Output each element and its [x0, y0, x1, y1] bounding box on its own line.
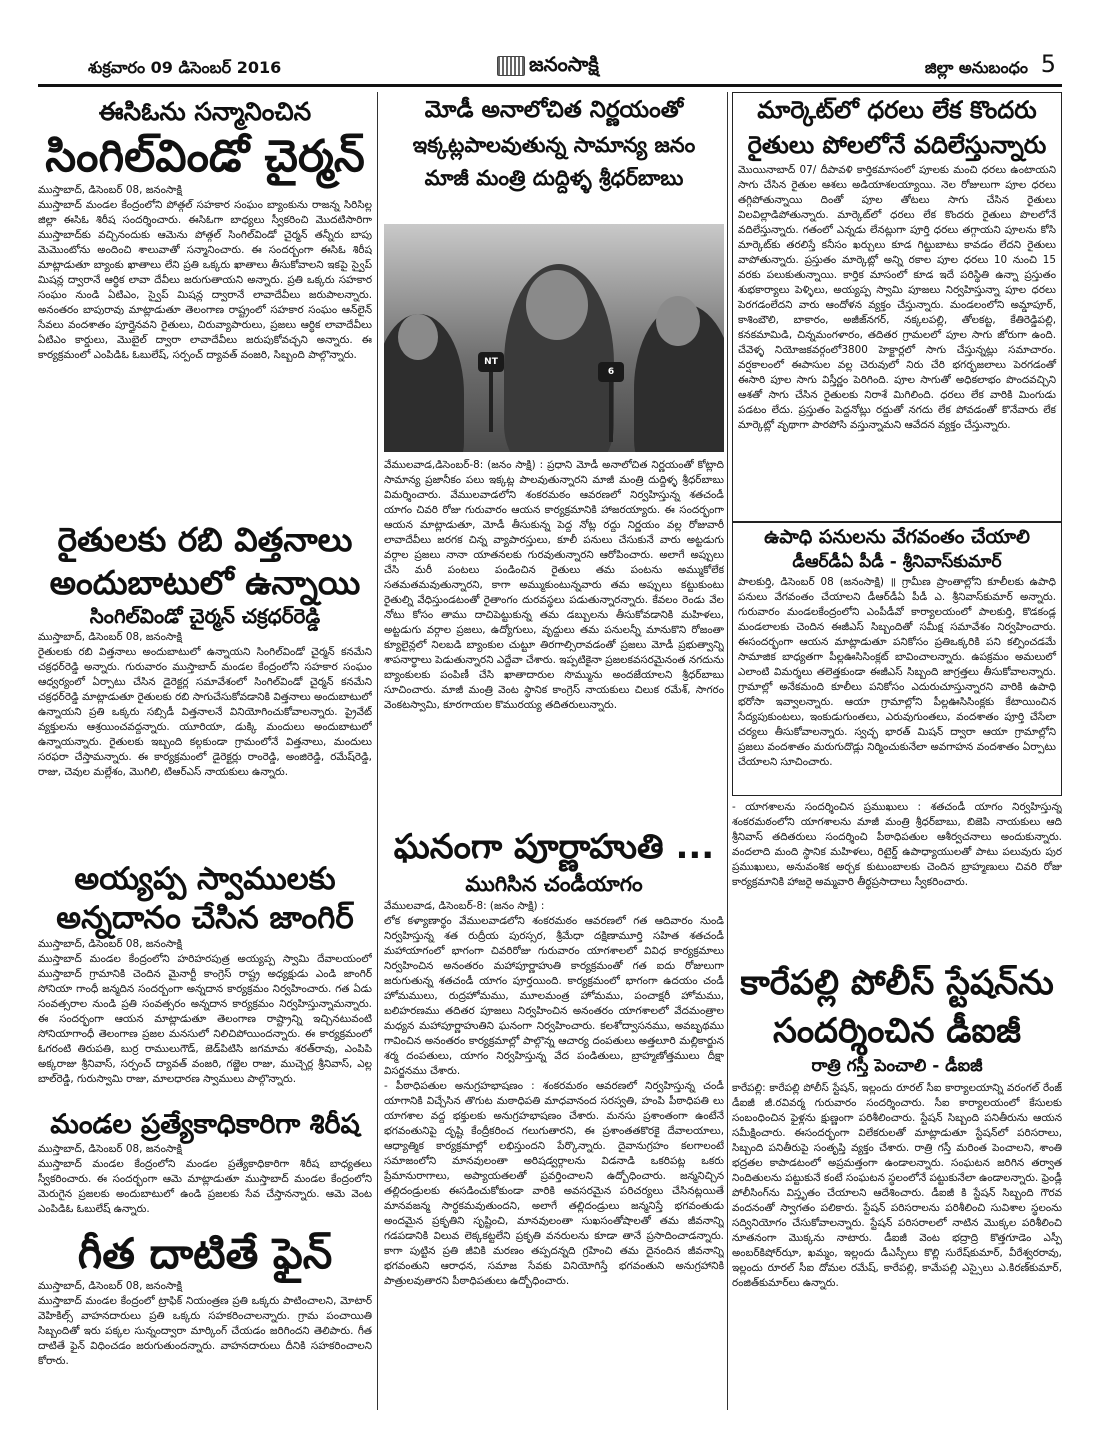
headline-main: గీత దాటితే ఫైన్ — [77, 1230, 333, 1278]
headline: అందుబాటులో ఉన్నాయి — [49, 562, 361, 602]
masthead-rule — [38, 84, 1062, 87]
section-name: జిల్లా అనుబంధం — [924, 58, 1028, 77]
photo-mic-label: NT — [478, 352, 504, 372]
subheadline: ముగిసిన చండీయాగం — [465, 872, 643, 897]
subheadline: రాత్రి గస్తీ పెంచాలి - డీఐజీ — [811, 1056, 983, 1077]
article-flower-prices — [732, 92, 1062, 522]
headline: రైతులకు రబి విత్తనాలు — [57, 522, 353, 559]
article-body: ప్రధాని మోడీ అనాలోచిత నిర్ణయంతో కోట్లాది సామాన్య ప్రజానీకం పలు ఇక్కట్ల పాలవుతున్నారని మాజీ మంత్రి దుద్దిళ్ళ శ్రీధర్‌బాబు విమర్శించారు. వేములవాడలోని శంకరమఠం ఆవరణలో నిర్వహిస్తున్న శతచండీ యాగం చివరి రోజు గురువారం ఆయన కార్యక్రమానికి హాజరయ్యారు. ఈ సందర్భంగా ఆయన మాట్లాడుతూ, మోడీ తీసుకున్న పెద్ద నోట్ల రద్దు నిర్ణయం వల్ల రోజువారీ లావాదేవీలు జరగక చిన్న వ్యాపారస్తులు, కూలీ పనులు చేసుకునే వారు అట్టడుగు వర్గాల ప్రజలు నానా యాతనలకు గురవుతున్నారని ఆరోపించారు. అలాగే అప్పులు చేసి మరీ పంటలు పండించిన రైతులు తమ పంటను అమ్ముకోలేక సతమతమవుతున్నారని, కాగా అమ్ముకుంటున్నవారు తమ అప్పులు కట్టుకుంటు రైతుల్ని వేధిస్తుండటంతో రైతాంగం దురవస్థలు పడుతున్నారన్నారు. కేవలం రెండు వేల నోటు కోసం తాము దాచిపెట్టుకున్న తమ డబ్బులను తీసుకోవడానికి మహిళలు, అట్టడుగు వర్గాల ప్రజలు, ఉద్యోగులు, వృద్దులు తమ పనులన్నీ మానుకొని రోజంతా క్యూలైన్లలో నిలబడి బ్యాంకుల చుట్టూ తిరగాల్సిరావడంతో ప్రజలు మోడీ ప్రభుత్వాన్ని శాపనార్థాలు పెడుతున్నారని ఎద్దేవా చేశారు. ఇప్పటికైనా ప్రజలకవసరమైనంత నగదును బ్యాంకులకు పంపిణీ చేసి ఖాతాదారుల సొమ్మును అందజేయాలని శ్రీధర్‌బాబు సూచించారు. మాజీ మంత్రి వెంట స్థానిక కాంగ్రెస్ నాయకులు చిలుక రమేశ్, సాగరం వెంకటస్వామి, కూరగాయల కొమురయ్య తదితరులున్నారు. — [384, 459, 724, 711]
dateline: ముస్తాబాద్, డిసెంబర్ 08, జనంసాక్షి — [38, 1280, 183, 1293]
headline: మాజీ మంత్రి దుద్దిళ్ళ శ్రీధర్‌బాబు — [424, 166, 684, 191]
headline: మోడీ అనాలోచిత నిర్ణయంతో — [424, 97, 684, 123]
dateline: ముస్తాబాద్, డిసెంబర్ 08, జనంసాక్షి — [38, 938, 183, 951]
subheadline: సింగిల్‌విండో చైర్మన్ చక్రధర్‌రెడ్డి — [89, 603, 321, 628]
newspaper-logo — [497, 52, 599, 81]
article-yagashala-visit — [732, 800, 1062, 952]
article-modi-decision-head — [384, 94, 724, 224]
dateline: ముస్తాబాద్, డిసెంబర్ 08, జనంసాక్షి — [38, 184, 183, 197]
page-number: 5 — [1040, 50, 1056, 78]
article-annadanam — [38, 862, 372, 1112]
article-body: లోక కళ్యాణార్థం వేములవాడలోని శంకరమఠం ఆవరణలో గత ఆదివారం నుండి నిర్వహిస్తున్న శత రుద్రీయ పురస్సర, శ్రీమేధా దక్షిణామూర్తి సహిత శతచండీ మహాయాగంలో భాగంగా చివరిరోజు గురువారం యాగశాలలో వివిధ కార్యక్రమాలు నిర్వహించిన అనంతరం మహాపూర్ణాహుతి కార్యక్రమంతో గత ఐదు రోజులుగా జరుగుతున్న శతచండీ యాగం పూర్తయింది. కార్యక్రమంలో భాగంగా ఉదయం చండీ హోమములు, రుద్రహోమము, మూలమంత్ర హోమము, పంచాక్షరీ హోమము, బలిహరణము తదితర పూజలు నిర్వహించిన అనంతరం యాగశాలలో వేదమంత్రాల మధ్యన మహాపూర్ణాహుతిని ఘనంగా నిర్వహించారు. కలశోద్వాసనము, అవబృథము గావించిన అనంతరం కార్యక్రమాల్లో పాల్గొన్న ఆచార్య దంపతులు అత్తలూరి మల్లికార్జున శర్మ దంపతులు, యాగం నిర్వహిస్తున్న వేద పండితులు, బ్రాహ్మణోత్తములు దీక్షా విసర్జనము చేశారు. - పీఠాధిపతుల అనుగ్రహభాషణం : శంకరమఠం ఆవరణలో నిర్వహిస్తున్న చండీ యాగానికి విచ్చేసిన తొగుట మఠాధిపతి మాధవానంద సరస్వతి, హంపి పీఠాధిపతి లు యాగశాల వద్ద భక్తులకు అనుగ్రహభాషణం చేశారు. మనసు ప్రశాంతంగా ఉంటేనే భగవంతునిపై దృష్టి కేంద్రీకరించ గలుగుతారని, ఈ ప్రశాంతతకొరకై దేవాలయాలు, ఆధ్యాత్మిక కార్యక్రమాల్లో లభిస్తుందని పేర్కొన్నారు. దైవానుగ్రహం కలగాలంటే సమాజంలోని మానవులంతా అరిషడ్వర్గాలను విడనాడి ఒకరిపట్ల ఒకరు ప్రేమానురాగాలు, అప్యాయతలతో ప్రవర్తించాలని ఉద్బోధించారు. జన్మనిచ్చిన తల్లిదండ్రులకు ఈసడించుకోకుండా వారికి అవసరమైన పరిచర్యలు చేసినట్లయితే మానవజన్మ సార్థకమవుతుందని, అలాగే తల్లిదండ్రులు జన్మనిస్తే భగవంతుడు అందమైన ప్రకృతిని సృష్టించి, మానవులంతా సుఖసంతోషాలతో తమ జీవనాన్ని గడపడానికి విలువ లెక్కకట్టలేని ప్రకృతి వనరులను కూడా తానే ప్రసాదించాడన్నారు. కాగా పుట్టిన ప్రతి జీవికి మరణం తప్పదన్నది గ్రహించి తమ దైనందిన జీవనాన్ని భగవంతుని ఆరాధన, సమాజ సేవకు వినియోగిస్తే భగవంతుని అనుగ్రహానికి పాత్రులవుతారని పీఠాధిపతులు ఉద్బోధించారు. — [384, 915, 724, 1288]
article-body: పాలకుర్తి, డిసెంబర్ 08 (జనంసాక్షి) ॥ గ్రామీణ ప్రాంతాల్లోని కూలీలకు ఉపాధి పనులు వేగవంతం చేయాలని డీఆర్‌డీఏ పీడీ ఎ. శ్రీనివాస్‌కుమార్ అన్నారు. గురువారం మండలకేంద్రంలోని ఎంపీడీవో కార్యాలయంలో పాలకుర్తి, కొడకండ్ల మండలాలకు చెందిన ఈజీఎస్ సిబ్బందితో సమీక్ష సమావేశం నిర్వహించారు. ఈసందర్భంగా ఆయన మాట్లాడుతూ పనికోసం ప్రతిఒక్కరికి పని కల్పించడమే సామాజిక బాధ్యతగా పీల్లఊసిసింక్లట్ బావించాలన్నారు. ఉపక్రమం అమలులో ఎలాంటి విమర్శలు తలెత్తకుండా ఈజీఎస్ సిబ్బంది జాగ్రత్తలు తీసుకోవాలన్నారు. గ్రామాల్లో అనేకమంది కూలీలు పనికోసం ఎదురుచూస్తున్నారని వారికి ఉపాధి భరోసా ఇవ్వాలన్నారు. ఆయా గ్రామాల్లోని పీల్లఊసిసింక్లకు కేటాయించిన సేద్యపుకుంటలు, ఇంకుడుగుంతలు, ఎరువుగుంతలు, వందశాతం పూర్తి చేసేలా చర్యలు తీసుకోవాలన్నారు. స్వచ్ఛ భారత్ మిషన్ ద్వారా ఆయా గ్రామాల్లోని ప్రజలు వందశాతం మరుగుదొడ్లు నిర్మించుకునేలా అవగాహన వందశాతం ఏర్పాటు చేయాలని సూచించారు. — [738, 575, 1056, 768]
photo-face — [526, 270, 588, 340]
logo-text: జనంసాక్షి — [529, 52, 599, 76]
headline: రైతులు పోలలోనే వదిలేస్తున్నారు — [747, 130, 1047, 159]
article-body: - యాగశాలను సందర్శించిన ప్రముఖులు : శతచండీ యాగం నిర్వహిస్తున్న శంకరమఠంలోని యాగశాలను మాజీ మంత్రి శ్రీధర్‌బాబు, బిజెపి నాయకులు ఆది శ్రీనివాస్ తదితరులు సందర్శించి పీఠాధిపతుల ఆశీర్వచనాలు అందుకున్నారు. వందలాది మంది స్థానిక మహిళలు, రిటైర్డ్ ఉపాధ్యాయులతో పాటు పలువురు పుర ప్రముఖులు, అనువంశిక అర్చక కుటుంబాలకు చెందిన బ్రాహ్మణులు చివరి రోజు కార్యక్రమానికి హాజరై అమ్మవారి తీర్థప్రసాదాలు స్వీకరించారు. — [732, 801, 1062, 888]
article-special-officer — [38, 1110, 372, 1232]
article-body: రైతులకు రబి విత్తనాలు అందుబాటులో ఉన్నాయని సింగిల్‌విండో చైర్మన్ కనమేని చక్రధర్‌రెడ్డి అన్నారు. గురువారం ముస్తాబాద్ మండల కేంద్రంలోని సహకార సంఘం ఆధ్వర్యంలో ఏర్పాటు చేసిన డైరెక్టర్ల సమావేశంలో సింగిల్‌విండో చైర్మన్ కనమేని చక్రధర్‌రెడ్డి మాట్లాడుతూ రైతులకు రబి సాగుచేసుకోవడానికి విత్తనాలు అందుబాటులో ఉన్నాయని ప్రతి ఒక్కరు సబ్సిడీ విత్తనాలనే వినియోగించుకోవాలన్నారు. ప్రైవేట్ వ్యక్తులను ఆశ్రయించవద్దన్నారు. యూరియా, డుక్కి మందులు అందుబాటులో ఉన్నాయన్నారు. రైతులకు ఇబ్బంది కల్గకుండా గ్రామంలోనే విత్తనాలు, మందులు సరఫరా చేస్తామన్నారు. ఈ కార్యక్రమంలో డైరెక్టర్లు రాంరెడ్డి, అంజిరెడ్డి, రమేష్‌రెడ్డి, రాజు, చెవుల మల్లేశం, మొగిలి, టిఆర్ఎస్ నాయకులు ఉన్నారు. — [38, 645, 372, 778]
subheadline: డీఆర్‌డీఏ పీడీ - శ్రీనివాస్‌కుమార్ — [792, 552, 1002, 573]
mic-stick — [489, 372, 493, 432]
dateline: వేములవాడ,డిసెంబర్-8: (జనం సాక్షి) : — [384, 459, 544, 471]
logo-emblem-icon — [497, 56, 525, 76]
article-body: ముస్తాబాద్ మండల కేంద్రంలోని హరిహరపుత్ర అయ్యప్ప స్వామి దేవాలయంలో ముస్తాబాద్ గ్రామానికి చెందిన మైనార్టీ కాంగ్రెస్ రాష్ట్ర అధ్యక్షుడు ఎండి జాంగిర్ సోనియా గాంధీ జన్మదిన సందర్బంగా అన్నదాన కార్యక్రమం నిర్వహించారు. గత ఏడు సంవత్సరాల నుండి ప్రతి సంవత్సరం అన్నదాన కార్యక్రమం నిర్వహిస్తున్నామన్నారు. ఈ సందర్భంగా ఆయన మాట్లాడుతూ తెలంగాణ రాష్ట్రాన్ని ఇచ్చినటువంటి సోనియాగాంధీ తెలంగాణ ప్రజల మనసులో నిలిచిపోయిందన్నారు. ఈ కార్యక్రమంలో ఓగరంటి తిరుపతి, బుర్ర రాములుగౌడ్, జెడ్‌పిటిసి జగమామ శరత్‌రావు, ఎంపిపి అక్కరాజు శ్రీనివాస్, సర్పంచ్ ద్యావత్ వంజరి, గజ్జెల రాజు, ముచ్చెర్ల శ్రీనివాస్, ఎల్ల బాల్‌రెడ్డి, గురుస్వామి రాజు, మాలధారణ స్వాములు పాల్గొన్నారు. — [38, 953, 372, 1086]
headline: అన్నదానం చేసిన జాంగిర్ — [56, 899, 354, 936]
photo-mic-label: 6 — [598, 362, 624, 382]
article-body: ముస్తాబాద్ మండల కేంద్రంలోని మండల ప్రత్యేకాధికారిగా శిరీష బాధ్యతలు స్వీకరించారు. ఈ సందర్భంగా ఆమె మాట్లాడుతూ ముస్తాబాద్ మండల కేంద్రంలోని మెరుగైన ప్రజలకు అందుబాటులో ఉండి ప్రజలకు సేవ చేస్తానన్నారు. ఆమె వెంట ఎంపిడిఓ ఓబులేష్ ఉన్నారు. — [38, 1158, 372, 1216]
dateline: ముస్తాబాద్, డిసెంబర్ 08, జనంసాక్షి — [38, 1143, 183, 1156]
mic-stick — [609, 382, 613, 442]
headline-main: సింగిల్‌విండో చైర్మన్ — [45, 131, 365, 182]
headline-main: కారేపల్లి పోలీస్ స్టేషన్‌ను — [740, 963, 1054, 1003]
article-body: ముస్తాబాద్ మండల కేంద్రంలోని పోత్గల్ సహకార సంఘం బ్యాంకును రాజన్న సిరిసిల్ల జిల్లా ఈసిఓ శిరీష సందర్శించారు. ఈసిఓగా బాధ్యలు స్వీకరించి మొదటిసారిగా ముస్తాబాద్‌కు వచ్చినందుకు ఆమెను పోత్గల్ సింగిల్‌విండో చైర్మన్ తన్నీరు బాపు మెమొంటోను అందించి శాలువాతో సన్మానించారు. ఈ సందర్బంగా ఈసిఓ శిరీష మాట్లాడుతూ బ్యాంకు ఖాతాలు లేని ప్రతి ఒక్కరు ఖాతాలు తీసుకోవాలని ఇకపై స్వైప్ మిషన్ల ద్వారానే ఆర్థిక లావా దేవీలు జరుగుతాయని అన్నారు. ప్రతి ఒక్కరు సహకార సంఘం నుండి ఏటిఎం, స్వైప్ మిషన్ల ద్వారానే లావాదేవీలు జరుపాలన్నారు. అనంతరం బాపురావు మాట్లాడుతూ తెలంగాణ రాష్ట్రంలో సహకార సంఘం ఆన్‌లైన్ సేవలు వందశాతం పూర్తైనవని రైతులు, చిరువ్యాపారులు, ప్రజలు ఆర్థిక లావాదేవీలు ఏటిఎం కార్డులు, మొబైల్ ద్వారా లావాదేవీలు జరుపుకోవచ్చని అన్నారు. ఈ కార్యక్రమంలో ఎంపిడిఓ ఓబులేష్, సర్పంచ్ ద్యావత్ వంజరి, సిబ్బంది పాల్గొన్నారు. — [38, 199, 372, 362]
photo-face — [656, 296, 700, 346]
article-dig-visit — [732, 956, 1062, 1418]
article-modi-decision-body — [384, 458, 724, 830]
photo-face — [398, 314, 438, 360]
article-sincle-window-chairman — [38, 94, 372, 534]
headline-main: సందర్శించిన డీఐజీ — [772, 1011, 1022, 1052]
headline: మండల ప్రత్యేకాధికారిగా శిరీష — [50, 1110, 360, 1140]
dateline: ముస్తాబాద్, డిసెంబర్ 08, జనంసాక్షి — [38, 630, 183, 643]
headline: ఈసిఓను సన్మానించిన — [98, 97, 312, 126]
article-body: కారేపల్లి: కారేపల్లి పోలీస్ స్టేషన్, ఇల్లందు రూరల్ సీఐ కార్యాలయాన్ని వరంగల్ రేంజ్ డీఐజీ జీ.రవివర్మ గురువారం సందర్శించారు. సీఐ కార్యాలయంలో కేసులకు సంబంధించిన ఫైళ్లను క్షుణ్ణంగా పరిశీలించారు. స్టేషన్ సిబ్బంది పనితీరును ఆయన సమీక్షించారు. ఈసందర్భంగా విలేకరులతో మాట్లాడుతూ స్టేషన్‌లో పరిసరాలు, సిబ్బంది పనితీరుపై సంతృప్తి వ్యక్తం చేశారు. రాత్రి గస్తీ మరింత పెంచాలని, శాంతి భద్రతల కాపాడటంలో అప్రమత్తంగా ఉండాలన్నారు. సంఘటన జరిగిన తర్వాత నిందితులను పట్టుకునే కంటే సంఘటన స్థలంలోనే పట్టుకునేలా ఉండాలన్నారు. ఫ్రెండ్లీ పోలీసింగ్‌ను విస్తృతం చేయాలని ఆదేశించారు. డీఐజీ కి స్టేషన్ సిబ్బంది గౌరవ వందనంతో స్వాగతం పలికారు. స్టేషన్ పరిసరాలను పరిశీలించి సువిశాల స్థలంను సద్వినియోగం చేసుకోవాలన్నారు. స్టేషన్ పరిసరాలలో నాటిన మొక్కల పరిశీలించి నూతనంగా మొక్కను నాటారు. డీఐజీ వెంట భద్రాద్రి కొత్తగూడెం ఎస్పీ అంబర్‌కిషోర్‌ఝా, ఖమ్మం, ఇల్లందు డీఎస్పీలు కొల్లి సురేష్‌కుమార్, వీరేశ్వరరావు, ఇల్లందు రూరల్ సీఐ దోమల రమేష్, కారేపల్లి, కామేపల్లి ఎస్సైలు ఎ.కిరణ్‌కుమార్, రంజిత్‌కుమార్‌లు ఉన్నారు. — [732, 1081, 1062, 1289]
press-photo — [384, 224, 724, 452]
headline: మార్కెట్‌లో ధరలు లేక కొందరు — [757, 96, 1037, 124]
article-body: మొయినాబాద్ 07/ దీపావళి కార్తికమాసంలో పూలకు మంచి ధరలు ఉంటాయని సాగు చేసిన రైతుల ఆశలు అడియాశలయ్యాయి. నెల రోజులుగా పూల ధరలు తగ్గిపోతున్నాయి దింతో పూల తోటలు సాగు చేసిన రైతులు విలవిల్లాడిపోతున్నారు. మార్కెట్‌లో ధరలు లేక కొందరు రైతులు పొలలోనే వదిలేస్తున్నారు. గతంలో ఎన్నడు లేనట్లుగా పూర్తి ధరలు తగ్గాయని పూలను కోసి మార్కెట్‌కు తరలిస్తే కనీసం ఖర్చులు కూడ గిట్టుబాటు కావడం లేదని రైతులు వాపోతున్నారు. ప్రస్తుతం మార్కెట్లో అన్ని రకాల పూల ధరలు 10 నుంచి 15 వరకు పలుకుతున్నాయి. కార్తిక మాసంలో కూడ ఇదే పరిస్థితి ఉన్నా ప్రస్తుతం శుభకార్యాలు పెళ్ళిలు, అయ్యప్ప స్వామి పూజలు నిర్వహిస్తున్నా పూల ధరలు పెరగడంలేదని వారు ఆందోళన వ్యక్తం చేస్తున్నారు. మండలంలోని అమ్డాపూర్, కాశింబౌలి, బాకారం, అజీజ్‌నగర్, నక్కలపల్లి, తోలకట్ట, కేతిరెడ్డిపల్లి, కనకమామిడి, చిన్నమంగళారం, తదితర గ్రామలలో పూల సాగు జోరుగా ఉంది. చేవెళ్ళ నియోజకవర్గంలో3800 హెక్టార్లలో సాగు చేస్తున్నట్లు సమాచారం. వర్షకాలంలో ఈపాసుల వల్ల చెరువులో నిరు చేరి భగర్భజలాలు పెరగడంతో ఈసారి పూల సాగు విస్తీర్ణం పెరిగింది. పూల సాగుతో అధికలాభం పొందవచ్చిని ఆశతో సాగు చేసిన రైతులకు నిరాశే మిగిలింది. ధరలు లేక వారికి మింగుడు పడటం లేదు. ప్రస్తుతం పెద్దనోట్లు రద్దుతో నగదు లేక పోవడంతో కొనేవారు లేక మార్కెట్లో వృథాగా పారపోసి వస్తున్నామని ఆవేదన వ్యక్తం చేస్తున్నారు. — [738, 163, 1056, 431]
article-body: ముస్తాబాద్ మండల కేంద్రంలో ట్రాఫిక్ నియంత్రణ ప్రతి ఒక్కరు పాటించాలని, మోటార్ వెహికిల్స్ వాహనదారులు ప్రతి ఒక్కరు సహకరించాలన్నారు. గ్రామ పంచాయితి సిబ్బందితో ఇరు పక్కల సున్నంద్వారా మార్కింగ్ చేయడం జరిగిందని తెలిపారు. గీత దాటితే ఫైన్ విధించడం జరుగుతుందన్నారు. వాహనదారులు దీనికి సహకరించాలని కోరారు. — [38, 1295, 372, 1368]
issue-date: శుక్రవారం 09 డిసెంబర్ 2016 — [88, 58, 282, 77]
dateline: వేములవాడ, డిసెంబర్-8: (జనం సాక్షి) : — [384, 900, 545, 913]
column-divider — [727, 92, 728, 1410]
headline: ఇక్కట్లపాలవుతున్న సామాన్య జనం — [412, 132, 696, 157]
headline: అయ్యప్ప స్వాములకు — [74, 862, 336, 897]
column-divider — [377, 92, 378, 1410]
article-purnahuti — [384, 828, 724, 1416]
article-upadhi-works — [732, 522, 1062, 796]
headline-main: ఘనంగా పూర్ణాహుతి ... — [393, 828, 715, 867]
headline: ఉపాధి పనులను వేగవంతం చేయాలి — [764, 526, 1030, 548]
article-rabi-seeds — [38, 522, 372, 864]
article-traffic-fine — [38, 1230, 372, 1410]
